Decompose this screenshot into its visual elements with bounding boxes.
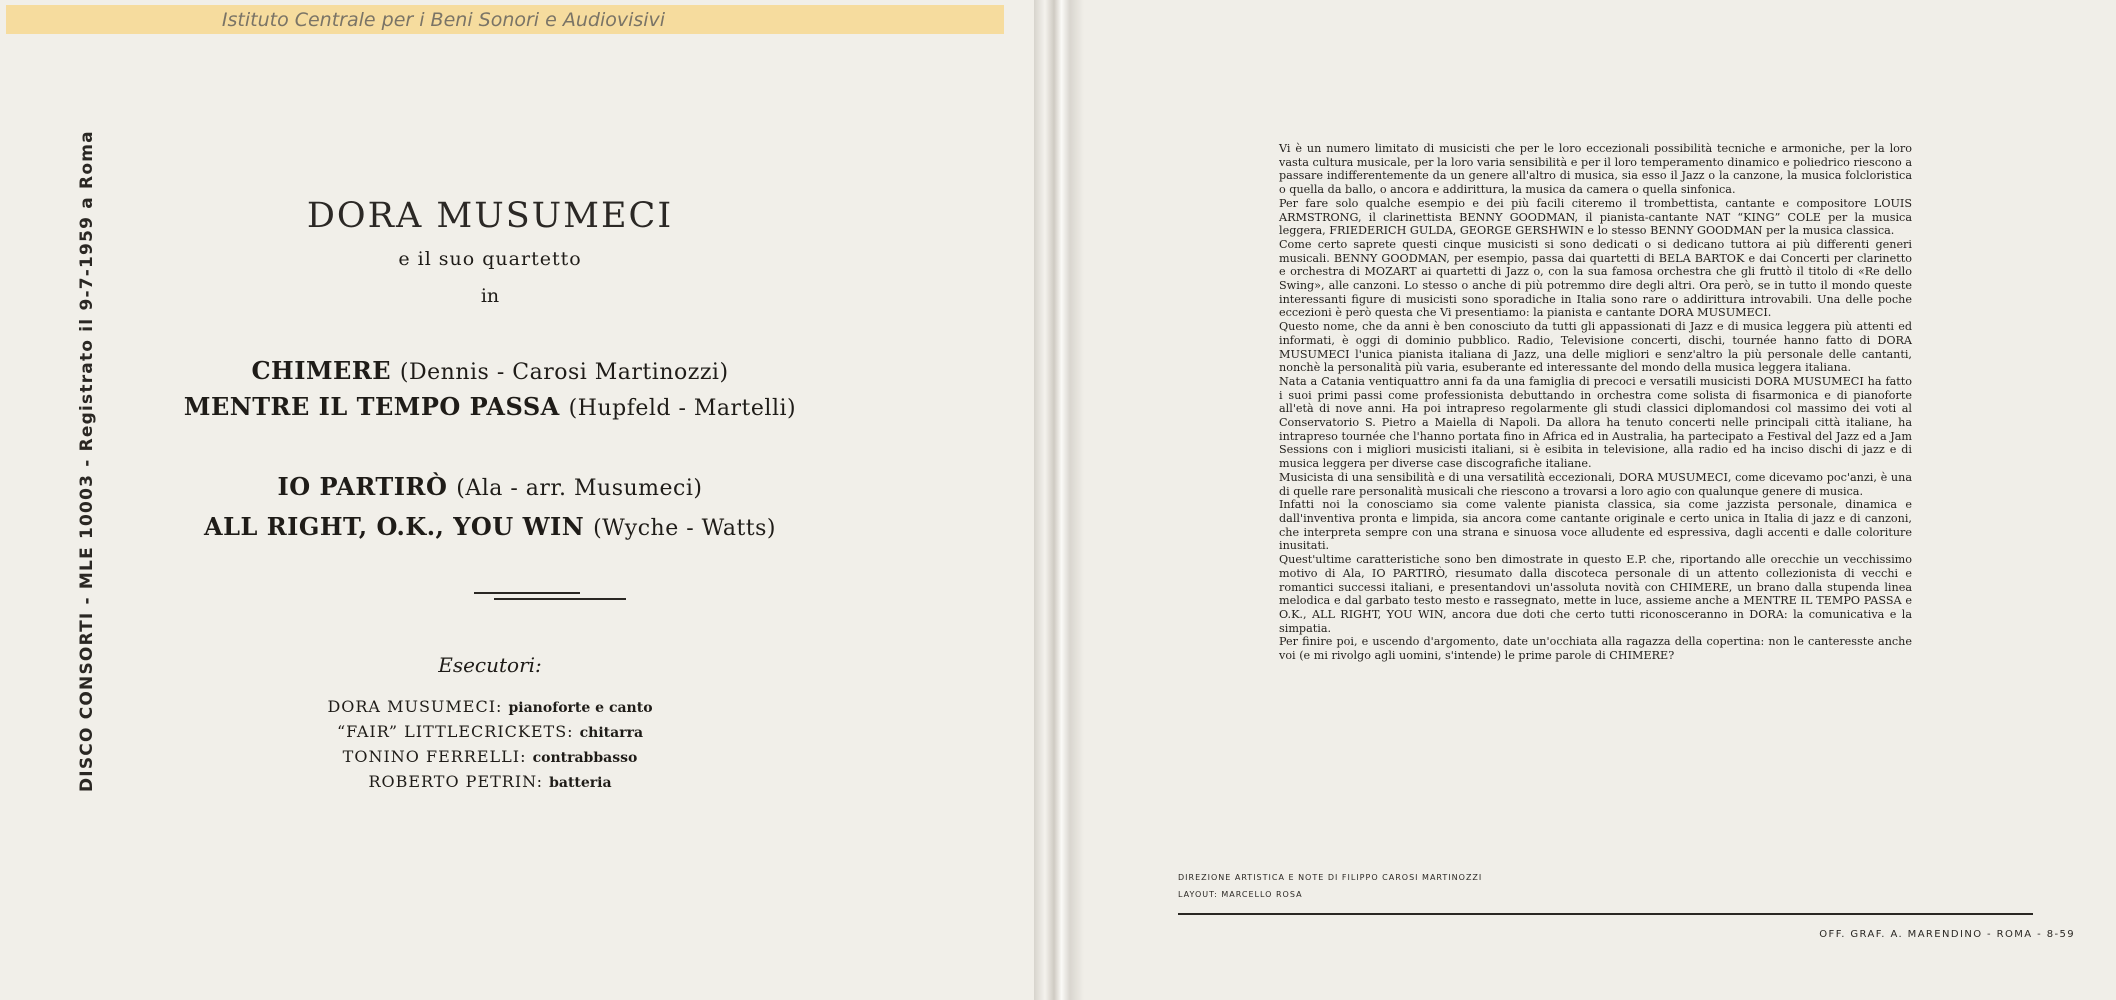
track-line (100, 356, 880, 385)
artistic-direction-credit: DIREZIONE ARTISTICA E NOTE DI FILIPPO CAROSI MARTINOZZI (1178, 873, 1483, 882)
track-authors: (Wyche - Watts) (593, 516, 777, 541)
performer-role: chitarra (579, 725, 644, 741)
archive-watermark-banner (6, 5, 1004, 34)
performer-line (100, 697, 880, 716)
track-authors: (Hupfeld - Martelli) (568, 396, 797, 421)
performer-role: pianoforte e canto (508, 700, 653, 716)
notes-paragraph: Vi è un numero limitato di musicisti che per le loro eccezionali possibilità tecniche e armoniche, per la loro vasta cultura musicale, per la loro varia sensibilità e per il loro temperamento dinamico e poliedrico riescono a passare indifferentemente da un genere all'altro di musica, sia esso il Jazz o la canzone, la musica folcloristica o quella da ballo, o ancora e addirittura, la musica da camera o quella sinfonica. (1279, 142, 1912, 197)
printer-credit: OFF. GRAF. A. MARENDINO - ROMA - 8-59 (1819, 929, 2075, 940)
track-line (100, 512, 880, 541)
performer-name: TONINO FERRELLI: (342, 747, 527, 766)
track-title: ALL RIGHT, O.K., YOU WIN (203, 512, 585, 541)
spine-catalog-label: DISCO CONSORTI - MLE 10003 - Registrato il 9-7-1959 a Roma (77, 130, 97, 792)
artist-title: DORA MUSUMECI (306, 196, 674, 236)
divider-rule (494, 598, 626, 600)
performer-name: “FAIR” LITTLECRICKETS: (336, 722, 574, 741)
footer-rule (1178, 913, 2033, 915)
performer-name: ROBERTO PETRIN: (368, 772, 543, 791)
performer-role: contrabbasso (532, 750, 638, 766)
track-line (100, 392, 880, 421)
notes-paragraph: Quest'ultime caratteristiche sono ben dimostrate in questo E.P. che, riportando alle orecchie un vecchissimo motivo di Ala, IO PARTIRÒ, riesumato dalla discoteca personale di un attento collezionista di vecchi e romantici successi italiani, e presentandovi un'assoluta novità con CHIMERE, un brano dalla stupenda linea melodica e dal garbato testo mesto e rassegnato, mette in luce, assieme anche a MENTRE IL TEMPO PASSA e O.K., ALL RIGHT, YOU WIN, ancora due doti che certo tutti riconosceranno in DORA: la comunicativa e la simpatia. (1279, 553, 1912, 635)
performer-role: batteria (549, 775, 612, 791)
performer-line (100, 722, 880, 741)
notes-paragraph: Per fare solo qualche esempio e dei più facili citeremo il trombettista, cantante e compositore LOUIS ARMSTRONG, il clarinettista BENNY GOODMAN, il pianista-cantante NAT “KING” COLE per la musica leggera, FRIEDERICH GULDA, GEORGE GERSHWIN e lo stesso BENNY GOODMAN per la musica classica. (1279, 196, 1912, 238)
performers-heading: Esecutori: (438, 653, 542, 677)
notes-paragraph: Come certo saprete questi cinque musicisti si sono dedicati o si dedicano tuttora ai più differenti generi musicali. BENNY GOODMAN, per esempio, passa dai quartetti di BELA BARTOK e dai Concerti per clarinetto e orchestra di MOZART ai quartetti di Jazz o, con la sua famosa orchestra che gli fruttò il titolo di «Re dello Swing», alle canzoni. Lo stesso o anche di più potremmo dire degli altri. Ora però, se in tutto il mondo queste interessanti figure di musicisti sono sporadiche in Italia sono rare o addirittura introvabili. Una delle poche eccezioni è però questa che Vi presentiamo: la pianista e cantante DORA MUSUMECI. (1279, 237, 1912, 320)
notes-paragraph: Questo nome, che da anni è ben conosciuto da tutti gli appassionati di Jazz e di musica leggera più attenti ed informati, è oggi di dominio pubblico. Radio, Televisione concerti, dischi, tournée hanno fatto di DORA MUSUMECI l'unica pianista italiana di Jazz, una delle migliori e senz'altro la più personale delle cantanti, nonchè la personalità più varia, esuberante ed interessante del mondo della musica leggera italiana. (1279, 320, 1912, 375)
track-title: MENTRE IL TEMPO PASSA (183, 392, 560, 421)
liner-notes (1279, 142, 1912, 663)
spine-fold (1034, 0, 1084, 1000)
layout-credit: LAYOUT: MARCELLO ROSA (1178, 890, 1303, 899)
divider-rule (474, 592, 580, 594)
notes-paragraph: Musicista di una sensibilità e di una versatilità eccezionali, DORA MUSUMECI, come dicevamo poc'anzi, è una di quelle rare personalità musicali che riescono a trovarsi a loro agio con qualunque genere di musica. (1279, 470, 1912, 498)
track-authors: (Ala - arr. Musumeci) (456, 476, 703, 501)
track-authors: (Dennis - Carosi Martinozzi) (399, 360, 729, 385)
performer-line (100, 747, 880, 766)
notes-paragraph: Infatti noi la conosciamo sia come valente pianista classica, sia come jazzista personale, dinamica e dall'inventiva pronta e limpida, sia ancora come cantante originale e certo unica in Italia di jazz e di canzoni, che interpreta sempre con una strana e sinuosa voce alludente ed espressiva, dagli accenti e dalle coloriture inusitati. (1279, 498, 1912, 553)
notes-paragraph: Nata a Catania ventiquattro anni fa da una famiglia di precoci e versatili musicisti DORA MUSUMECI ha fatto i suoi primi passi come professionista debuttando in orchestra come solista di fisarmonica e di pianoforte all'età di nove anni. Ha poi intrapreso regolarmente gli studi classici diplomandosi col massimo dei voti al Conservatorio S. Pietro a Maiella di Napoli. Da allora ha tenuto concerti nelle principali città italiane, ha intrapreso tournée che l'hanno portata fino in Africa ed in Australia, ha partecipato a Festival del Jazz ed a Jam Sessions con i migliori musicisti italiani, si è esibita in televisione, alla radio ed ha inciso dischi di jazz e di musica leggera per diverse case discografiche italiane. (1279, 374, 1912, 471)
performer-line (100, 772, 880, 791)
track-title: CHIMERE (251, 356, 392, 385)
track-line (100, 472, 880, 501)
notes-paragraph: Per finire poi, e uscendo d'argomento, date un'occhiata alla ragazza della copertina: non le canteresste anche voi (e mi rivolgo agli uomini, s'intende) le prime parole di CHIMERE? (1279, 635, 1912, 663)
performer-name: DORA MUSUMECI: (327, 697, 503, 716)
track-title: IO PARTIRÒ (277, 472, 448, 501)
subtitle: e il suo quartetto (398, 248, 582, 270)
subtitle-in: in (480, 285, 500, 307)
watermark-text: Istituto Centrale per i Beni Sonori e Audiovisivi (221, 9, 666, 31)
